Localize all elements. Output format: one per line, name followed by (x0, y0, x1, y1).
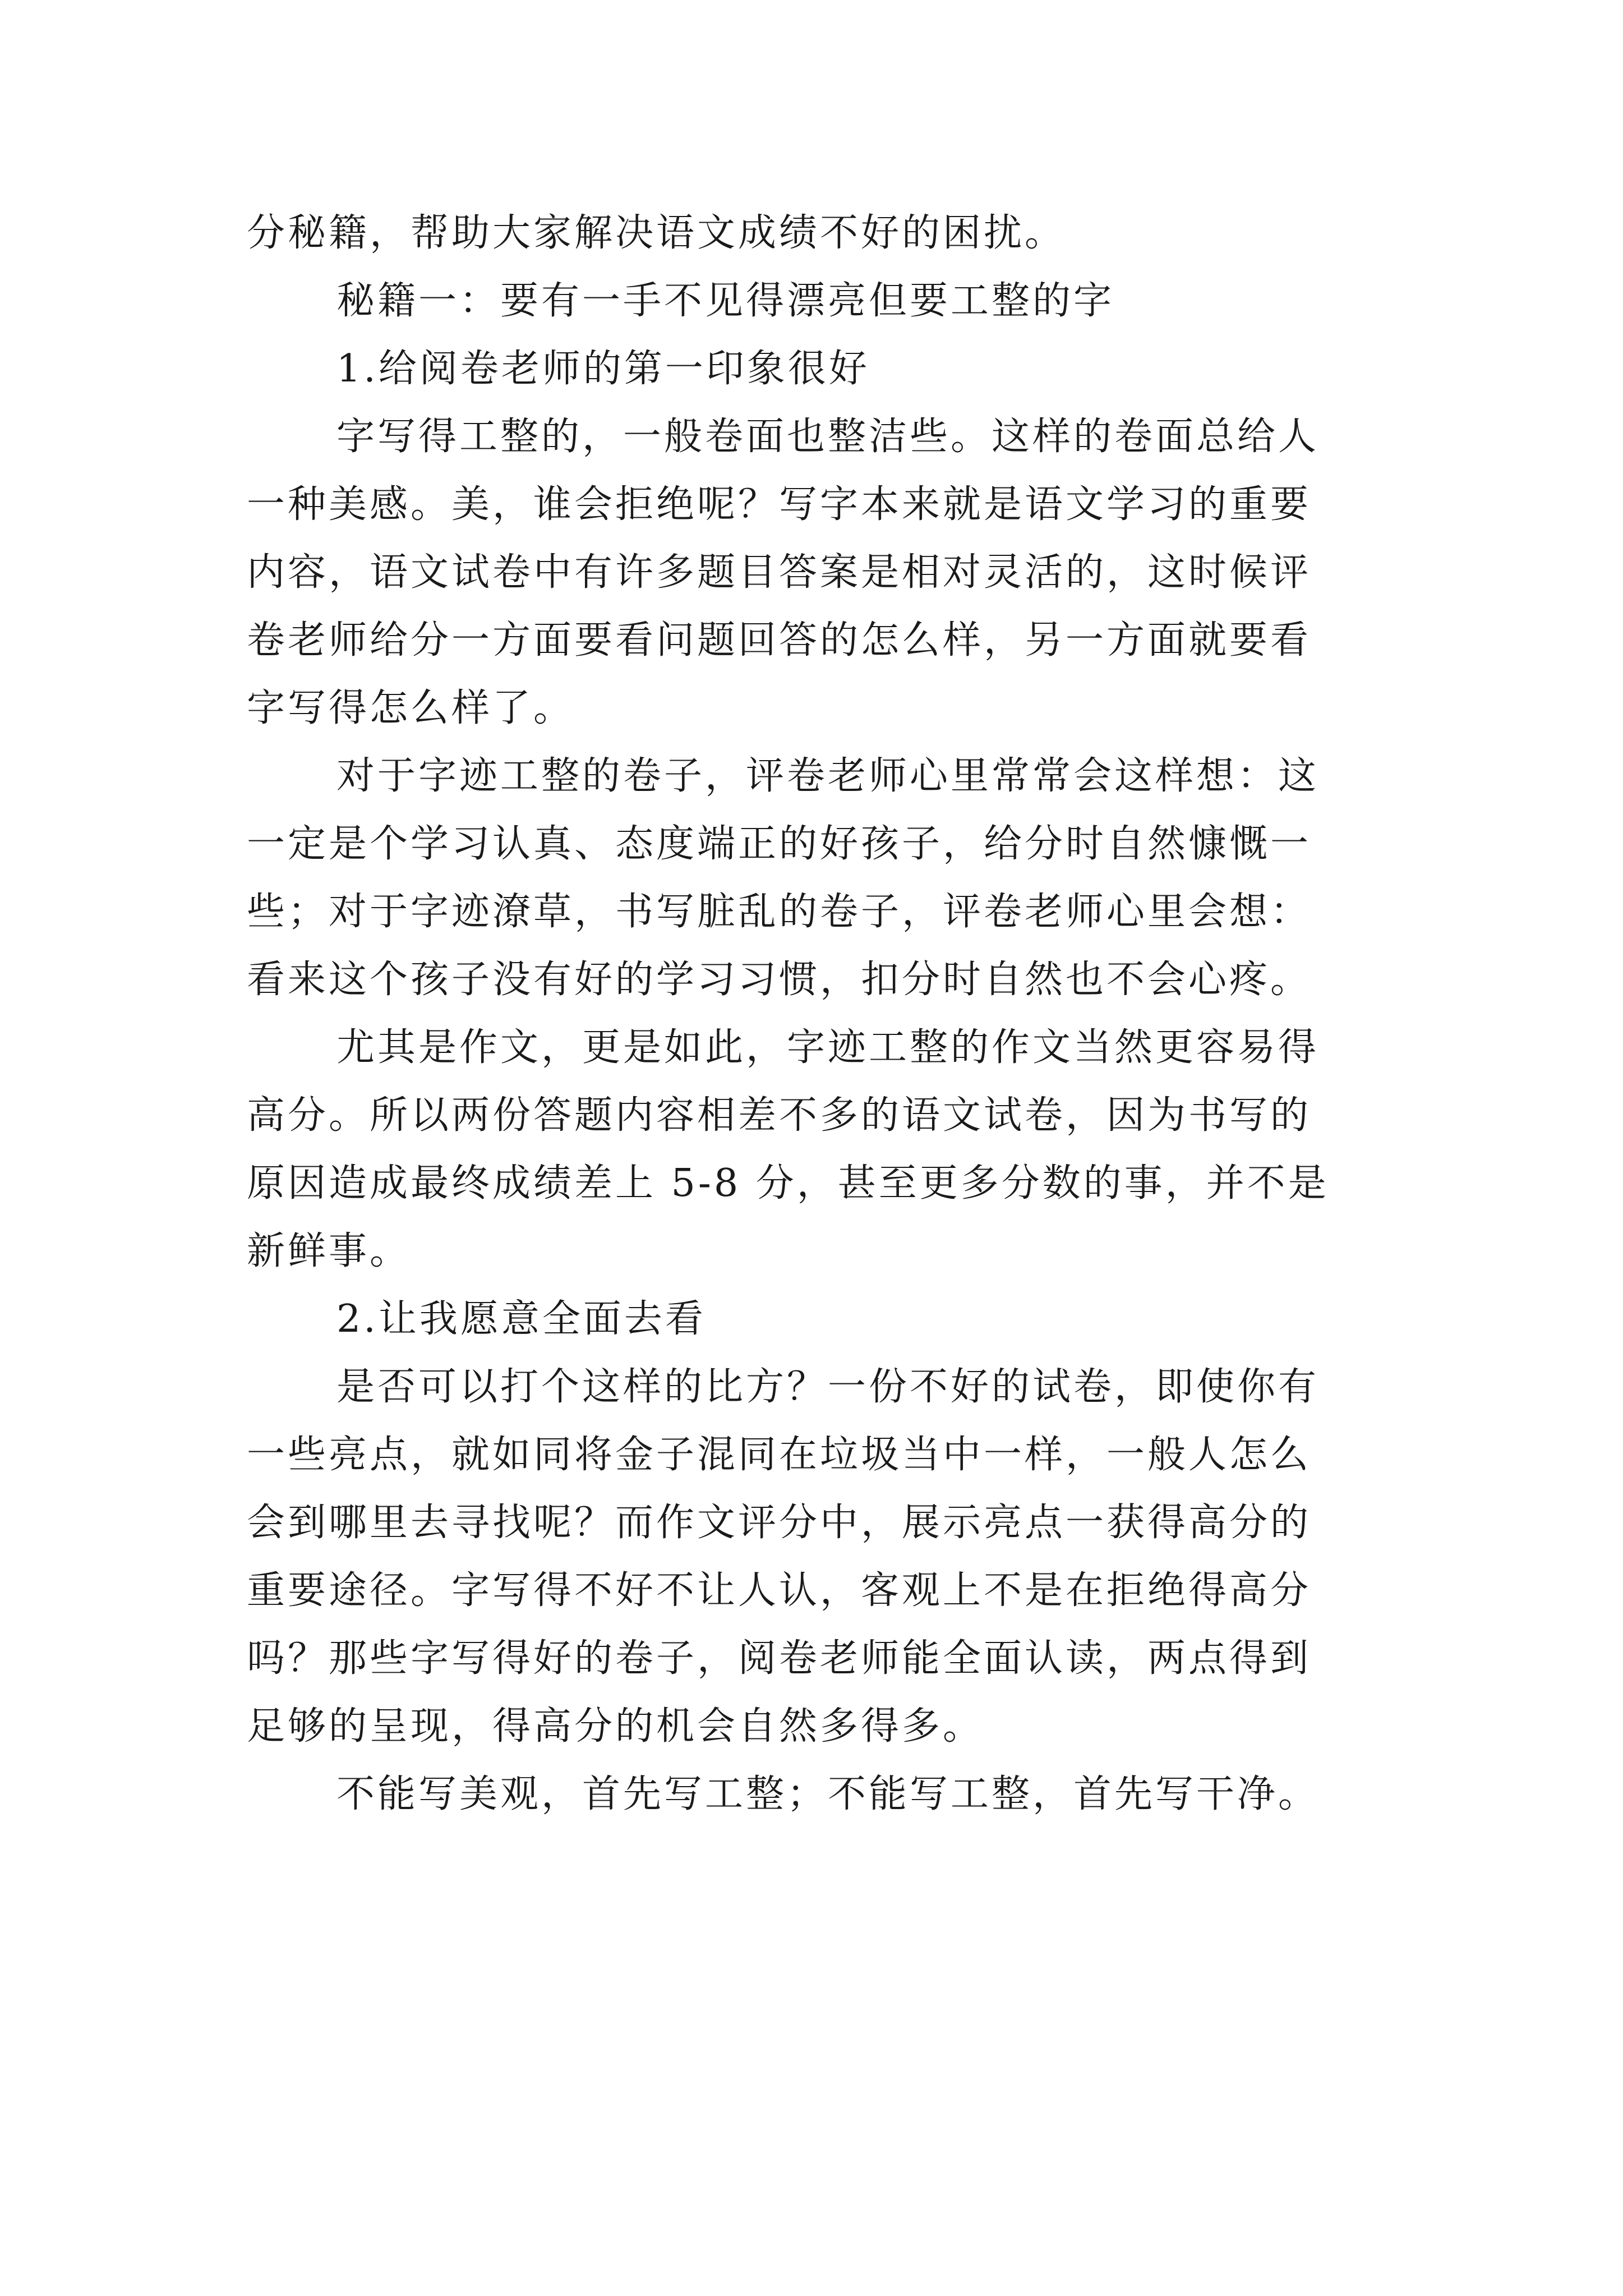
text-line: 字写得工整的，一般卷面也整洁些。这样的卷面总给人 (336, 415, 1320, 459)
text-line: 些；对于字迹潦草，书写脏乱的卷子，评卷老师心里会想： (247, 890, 1312, 934)
text-line: 足够的呈现，得高分的机会自然多得多。 (247, 1704, 984, 1749)
text-line: 卷老师给分一方面要看问题回答的怎么样，另一方面就要看 (247, 618, 1312, 662)
text-line: 吗？那些字写得好的卷子，阅卷老师能全面认读，两点得到 (247, 1636, 1312, 1681)
text-line: 对于字迹工整的卷子，评卷老师心里常常会这样想：这 (336, 754, 1320, 798)
text-line: 一些亮点，就如同将金子混同在垃圾当中一样，一般人怎么 (247, 1433, 1312, 1477)
text-line: 重要途径。字写得不好不让人认，客观上不是在拒绝得高分 (247, 1568, 1312, 1613)
body-text (247, 199, 1391, 1828)
text-line: 一种美感。美，谁会拒绝呢？写字本来就是语文学习的重要 (247, 482, 1312, 527)
text-line: 秘籍一：要有一手不见得漂亮但要工整的字 (336, 279, 1115, 323)
text-line: 不能写美观，首先写工整；不能写工整，首先写干净。 (336, 1772, 1320, 1816)
text-line: 新鲜事。 (247, 1229, 411, 1273)
text-line: 会到哪里去寻找呢？而作文评分中，展示亮点一获得高分的 (247, 1501, 1312, 1545)
text-line: 高分。所以两份答题内容相差不多的语文试卷，因为书写的 (247, 1093, 1312, 1138)
text-line: 字写得怎么样了。 (247, 686, 575, 730)
text-line: 一定是个学习认真、态度端正的好孩子，给分时自然慷慨一 (247, 822, 1312, 866)
text-line: 原因造成最终成绩差上 5-8 分，甚至更多分数的事，并不是 (247, 1161, 1329, 1205)
text-line: 是否可以打个这样的比方？一份不好的试卷，即使你有 (336, 1365, 1320, 1409)
text-line: 2.让我愿意全面去看 (336, 1297, 706, 1341)
text-line: 看来这个孩子没有好的学习习惯，扣分时自然也不会心疼。 (247, 958, 1312, 1002)
text-line: 内容，语文试卷中有许多题目答案是相对灵活的，这时候评 (247, 550, 1312, 595)
text-line: 1.给阅卷老师的第一印象很好 (336, 347, 870, 391)
text-line: 尤其是作文，更是如此，字迹工整的作文当然更容易得 (336, 1025, 1320, 1070)
text-line: 分秘籍，帮助大家解决语文成绩不好的困扰。 (247, 211, 1066, 255)
